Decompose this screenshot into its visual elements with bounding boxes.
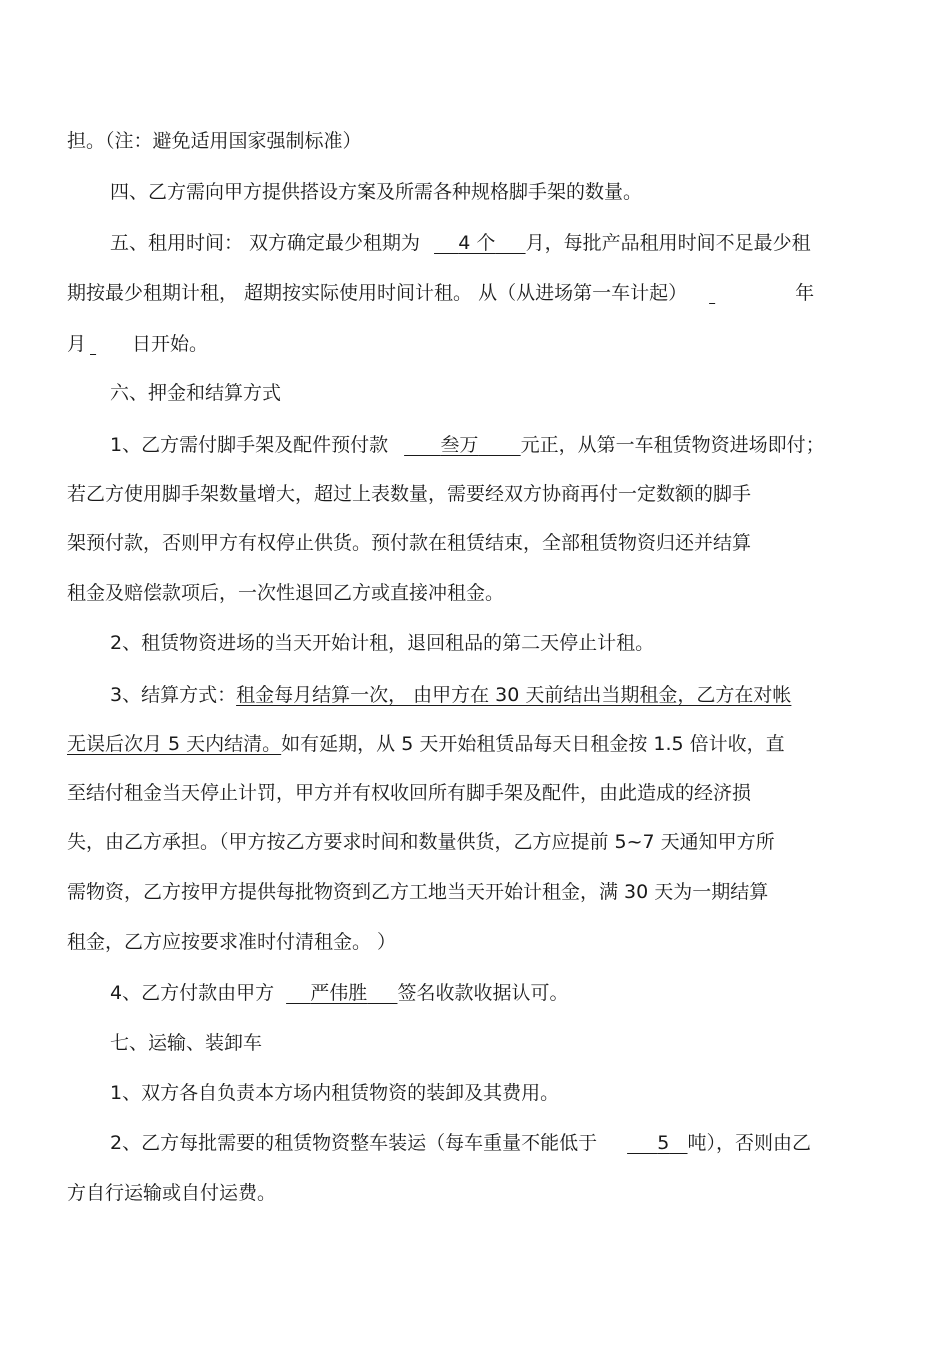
paragraph-line: 期按最少租期计租， 超期按实际使用时间计租。 从（从进场第一车计起） 年	[67, 282, 815, 304]
min-lease-period-field: 4 个	[458, 232, 496, 254]
paragraph-line: 架预付款，否则甲方有权停止供货。预付款在租赁结束，全部租赁物资归还并结算	[67, 532, 752, 554]
deposit-clause-line: 1、乙方需付脚手架及配件预付款 叁万 元正，从第一车租赁物资进场即付；	[110, 434, 825, 456]
paragraph-line: 需物资，乙方按甲方提供每批物资到乙方工地当天开始计租金，满 30 天为一期结算	[67, 881, 769, 903]
signatory-name-field: 严伟胜	[310, 982, 368, 1004]
paragraph-line: 租金，乙方应按要求准时付清租金。 ）	[67, 931, 397, 953]
settlement-terms-underlined: 租金每月结算一次， 由甲方在 30 天前结出当期租金，乙方在对帐	[236, 684, 792, 706]
section-five-line: 五、租用时间： 双方确定最少租期为 4 个 月，每批产品租用时间不足最少租	[110, 232, 811, 254]
settlement-terms-underlined: 无误后次月 5 天内结清。	[67, 733, 282, 755]
start-year-blank	[709, 280, 795, 306]
paragraph-line: 失，由乙方承担。（甲方按乙方要求时间和数量供货，乙方应提前 5~7 天通知甲方所	[67, 831, 775, 853]
paragraph-line: 至结付租金当天停止计罚，甲方并有权收回所有脚手架及配件，由此造成的经济损	[67, 782, 752, 804]
paragraph-line: 方自行运输或自付运费。	[67, 1182, 277, 1204]
deposit-amount-field: 叁万	[440, 434, 479, 456]
paragraph-line: 担。（注：避免适用国家强制标准）	[67, 130, 362, 152]
paragraph-line: 若乙方使用脚手架数量增大，超过上表数量，需要经双方协商再付一定数额的脚手	[67, 483, 752, 505]
section-four-heading: 四、乙方需向甲方提供搭设方案及所需各种规格脚手架的数量。	[110, 181, 643, 203]
min-weight-field: 5	[657, 1132, 670, 1154]
billing-start-clause: 2、租赁物资进场的当天开始计租，退回租品的第二天停止计租。	[110, 632, 655, 654]
payment-signatory-clause: 4、乙方付款由甲方 严伟胜 签名收款收据认可。	[110, 982, 569, 1004]
paragraph-line: 无误后次月 5 天内结清。如有延期，从 5 天开始租赁品每天日租金按 1.5 倍计收，直	[67, 733, 785, 755]
section-seven-heading: 七、运输、装卸车	[110, 1032, 263, 1054]
loading-clause: 1、双方各自负责本方场内租赁物资的装卸及其费用。	[110, 1082, 560, 1104]
paragraph-line: 月 日开始。	[67, 333, 209, 355]
section-six-heading: 六、押金和结算方式	[110, 382, 282, 404]
transport-clause-line: 2、乙方每批需要的租赁物资整车装运（每车重量不能低于 5 吨），否则由乙	[110, 1132, 812, 1154]
paragraph-line: 租金及赔偿款项后，一次性退回乙方或直接冲租金。	[67, 582, 505, 604]
settlement-clause-line: 3、结算方式：租金每月结算一次， 由甲方在 30 天前结出当期租金，乙方在对帐	[110, 684, 792, 706]
start-day-blank	[90, 331, 132, 357]
